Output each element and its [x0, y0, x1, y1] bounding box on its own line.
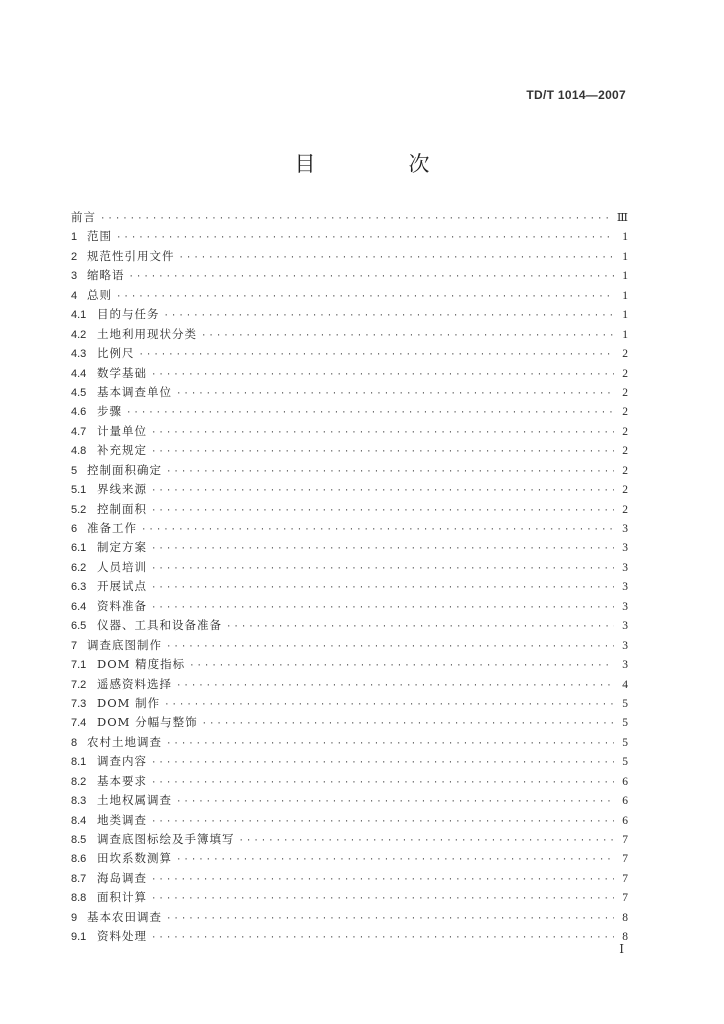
toc-entry — [71, 908, 628, 927]
toc-entry-page: 7 — [622, 853, 628, 866]
toc-dot-leader — [202, 715, 614, 734]
toc-dot-leader — [166, 910, 614, 929]
toc-entry-number: 8.6 — [71, 853, 87, 866]
toc-entry-page: 1 — [622, 270, 628, 283]
toc-entry — [71, 480, 628, 499]
toc-dot-leader — [151, 560, 614, 579]
toc-entry — [71, 558, 628, 577]
toc-entry — [71, 247, 628, 266]
toc-entry — [71, 655, 628, 674]
toc-entry-label: DOM 制作 — [97, 695, 161, 710]
toc-entry-number: 8.2 — [71, 775, 87, 788]
toc-dot-leader — [176, 385, 614, 404]
toc-dot-leader — [189, 657, 614, 676]
toc-entry-number: 9.1 — [71, 931, 87, 944]
toc-entry — [71, 927, 628, 946]
toc-entry — [71, 713, 628, 732]
toc-entry-label: DOM 分幅与整饰 — [97, 715, 198, 730]
toc-entry-label: 资料准备 — [97, 598, 147, 613]
toc-entry — [71, 286, 628, 305]
toc-dot-leader — [141, 521, 614, 540]
toc-entry-number: 4.4 — [71, 367, 87, 380]
toc-entry-page: 3 — [622, 542, 628, 555]
toc-entry-page: 3 — [622, 581, 628, 594]
toc-entry-number: 7.4 — [71, 717, 87, 730]
toc-entry-number: 4.5 — [71, 386, 87, 399]
toc-entry — [71, 577, 628, 596]
toc-entry-number: 5 — [71, 464, 78, 477]
toc-entry — [71, 791, 628, 810]
toc-dot-leader — [151, 482, 614, 501]
toc-entry — [71, 325, 628, 344]
toc-entry-label: 范围 — [87, 229, 112, 244]
toc-entry — [71, 752, 628, 771]
toc-entry-number: 8.4 — [71, 814, 87, 827]
toc-entry-number: 2 — [71, 250, 78, 263]
toc-entry-label: 土地利用现状分类 — [97, 326, 197, 341]
toc-entry-number: 6 — [71, 523, 78, 535]
toc-entry-number: 8 — [71, 736, 78, 749]
toc-entry-label: DOM 精度指标 — [97, 657, 186, 672]
toc-entry-page: 3 — [622, 561, 628, 574]
toc-entry-number: 8.1 — [71, 756, 87, 769]
toc-entry-label: 调查内容 — [97, 754, 147, 769]
toc-entry-label: 目的与任务 — [97, 307, 160, 322]
toc-entry — [71, 888, 628, 907]
toc-entry-number: 4.1 — [71, 309, 87, 322]
toc-entry-page: 1 — [622, 289, 628, 302]
toc-entry-label: 调查底图制作 — [87, 637, 162, 652]
toc-entry-label: 准备工作 — [87, 521, 137, 535]
toc-dot-leader — [164, 696, 614, 715]
toc-dot-leader — [151, 890, 614, 909]
toc-dot-leader — [151, 502, 614, 521]
toc-dot-leader — [239, 832, 615, 851]
toc-entry — [71, 636, 628, 655]
toc-dot-leader — [151, 443, 614, 462]
toc-dot-leader — [176, 793, 614, 812]
table-of-contents — [71, 208, 628, 947]
toc-entry-page: 3 — [622, 600, 628, 613]
toc-entry-number: 1 — [71, 231, 78, 244]
toc-entry-number: 6.4 — [71, 600, 87, 613]
toc-entry-label: 地类调查 — [97, 812, 147, 827]
toc-entry-label: 制定方案 — [97, 540, 147, 555]
toc-dot-leader — [151, 754, 614, 773]
toc-entry-page: 6 — [622, 795, 628, 808]
toc-entry — [71, 675, 628, 694]
toc-entry-page: 2 — [622, 484, 628, 497]
toc-dot-leader — [164, 307, 615, 326]
toc-dot-leader — [116, 288, 614, 307]
toc-entry-page: 1 — [622, 328, 628, 341]
toc-entry — [71, 422, 628, 441]
toc-entry — [71, 519, 628, 538]
toc-dot-leader — [151, 774, 614, 793]
toc-entry-page: 8 — [622, 931, 628, 944]
toc-entry-page: 3 — [622, 620, 628, 633]
toc-entry-label: 步骤 — [97, 404, 122, 419]
toc-dot-leader — [226, 618, 614, 637]
toc-entry — [71, 830, 628, 849]
toc-entry — [71, 364, 628, 383]
toc-entry-page: 1 — [622, 231, 628, 244]
toc-entry — [71, 208, 628, 227]
toc-entry-page: 1 — [622, 309, 628, 322]
toc-entry-label: 开展试点 — [97, 579, 147, 594]
toc-entry-label: 补充规定 — [97, 443, 147, 458]
toc-entry-number: 9 — [71, 911, 78, 924]
toc-entry-page: 2 — [622, 406, 628, 419]
toc-entry-label: 规范性引用文件 — [87, 248, 175, 263]
toc-entry — [71, 500, 628, 519]
toc-entry-label: 田坎系数测算 — [97, 851, 172, 866]
toc-entry-label: 缩略语 — [87, 268, 125, 283]
toc-entry — [71, 869, 628, 888]
toc-entry — [71, 772, 628, 791]
toc-entry-number: 4.3 — [71, 348, 87, 361]
toc-entry-number: 7 — [71, 639, 78, 652]
toc-entry-page: 2 — [622, 464, 628, 477]
toc-entry-page: 7 — [622, 834, 628, 846]
toc-entry — [71, 538, 628, 557]
toc-entry-number: 4.6 — [71, 406, 87, 419]
toc-dot-leader — [151, 871, 614, 890]
toc-dot-leader — [151, 540, 614, 559]
toc-entry-page: 4 — [622, 678, 628, 691]
toc-entry-page: 2 — [622, 503, 628, 516]
toc-entry — [71, 811, 628, 830]
toc-entry-label: 基本调查单位 — [97, 384, 172, 399]
toc-entry-page: 7 — [622, 892, 628, 905]
toc-dot-leader — [129, 268, 615, 287]
toc-entry — [71, 383, 628, 402]
toc-entry-page: 5 — [622, 736, 628, 749]
toc-entry-number: 4 — [71, 289, 78, 302]
toc-dot-leader — [176, 677, 614, 696]
toc-entry-label: 面积计算 — [97, 890, 147, 905]
toc-entry-page: 6 — [622, 775, 628, 788]
toc-dot-leader — [116, 229, 614, 248]
toc-dot-leader — [100, 210, 611, 229]
toc-entry-page: 3 — [622, 659, 628, 672]
toc-entry-number: 3 — [71, 270, 78, 283]
toc-dot-leader — [166, 638, 614, 657]
toc-entry-page: 3 — [622, 639, 628, 652]
toc-entry — [71, 616, 628, 635]
toc-entry-page: 5 — [622, 697, 628, 710]
toc-entry-label: 调查底图标绘及手簿填写 — [97, 832, 235, 846]
toc-entry-page: 3 — [622, 523, 628, 535]
toc-entry-number: 4.8 — [71, 445, 87, 458]
toc-entry-number: 6.1 — [71, 542, 87, 555]
toc-entry-label: 土地权属调查 — [97, 793, 172, 808]
toc-entry-number: 4.7 — [71, 425, 87, 438]
toc-entry-page: 1 — [622, 250, 628, 263]
toc-entry-label: 遥感资料选择 — [97, 676, 172, 691]
toc-entry-label: 基本要求 — [97, 773, 147, 788]
standard-code: TD/T 1014—2007 — [526, 88, 626, 102]
toc-entry-number: 6.3 — [71, 581, 87, 594]
toc-entry — [71, 227, 628, 246]
toc-entry-page: 8 — [622, 911, 628, 924]
toc-entry-number: 8.8 — [71, 892, 87, 905]
toc-entry-number: 8.3 — [71, 795, 87, 808]
toc-entry-label: 界线来源 — [97, 482, 147, 497]
toc-dot-leader — [176, 851, 614, 870]
toc-entry-number: 5.2 — [71, 503, 87, 516]
toc-dot-leader — [139, 346, 615, 365]
toc-entry — [71, 461, 628, 480]
toc-entry-page: 2 — [622, 425, 628, 438]
toc-entry-label: 农村土地调查 — [87, 734, 162, 749]
toc-dot-leader — [151, 366, 614, 385]
toc-dot-leader — [151, 929, 614, 948]
toc-entry-number: 5.1 — [71, 484, 87, 497]
toc-entry — [71, 849, 628, 868]
toc-dot-leader — [151, 579, 614, 598]
toc-dot-leader — [179, 249, 615, 268]
toc-entry-label: 人员培训 — [97, 559, 147, 574]
toc-entry-page: 7 — [622, 872, 628, 885]
toc-entry-label: 资料处理 — [97, 929, 147, 944]
toc-entry-label: 总则 — [87, 287, 112, 302]
toc-entry — [71, 402, 628, 421]
toc-entry-number: 8.5 — [71, 834, 87, 846]
toc-entry-number: 7.1 — [71, 659, 87, 672]
toc-entry-label: 前言 — [71, 210, 96, 224]
toc-entry-label: 基本农田调查 — [87, 909, 162, 924]
toc-entry-label: 计量单位 — [97, 423, 147, 438]
toc-entry-label: 控制面积确定 — [87, 462, 162, 477]
toc-entry-label: 比例尺 — [97, 346, 135, 361]
toc-dot-leader — [151, 424, 614, 443]
toc-entry-number: 7.3 — [71, 697, 87, 710]
toc-dot-leader — [201, 327, 614, 346]
toc-entry-page: 5 — [622, 717, 628, 730]
toc-entry-page: 2 — [622, 367, 628, 380]
toc-dot-leader — [166, 463, 614, 482]
toc-dot-leader — [166, 735, 614, 754]
toc-entry — [71, 305, 628, 324]
toc-entry-page: 6 — [622, 814, 628, 827]
toc-entry — [71, 266, 628, 285]
toc-entry-page: 5 — [622, 756, 628, 769]
toc-entry — [71, 441, 628, 460]
page-title: 目 次 — [294, 152, 466, 176]
toc-entry-number: 6.5 — [71, 620, 87, 633]
toc-entry-label: 海岛调查 — [97, 870, 147, 885]
toc-entry-page: Ⅲ — [616, 212, 628, 224]
toc-entry — [71, 694, 628, 713]
toc-entry-page: 2 — [622, 386, 628, 399]
toc-entry-number: 6.2 — [71, 561, 87, 574]
toc-entry-label: 仪器、工具和设备准备 — [97, 618, 222, 633]
toc-entry — [71, 733, 628, 752]
toc-entry-number: 8.7 — [71, 872, 87, 885]
toc-entry-label: 数学基础 — [97, 365, 147, 380]
page-number: I — [619, 942, 624, 956]
toc-entry — [71, 344, 628, 363]
toc-entry — [71, 597, 628, 616]
toc-entry-number: 4.2 — [71, 328, 87, 341]
toc-entry-label: 控制面积 — [97, 501, 147, 516]
toc-entry-page: 2 — [622, 348, 628, 361]
toc-dot-leader — [126, 404, 614, 423]
toc-entry-number: 7.2 — [71, 678, 87, 691]
toc-entry-page: 2 — [622, 445, 628, 458]
